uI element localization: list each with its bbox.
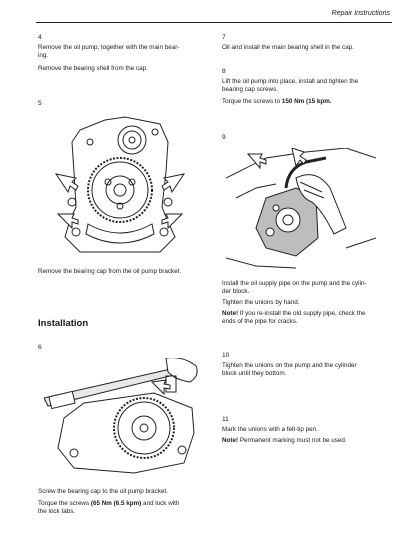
step-9-line2: der block. [222,288,250,295]
step-7-number: 7 [222,34,226,41]
step-4-line1: Remove the oil pump, together with the main bear- [38,44,180,51]
step-8-line1: Lift the oil pump into place, install and tighten the [222,78,359,85]
step-6-number: 6 [38,344,42,351]
step-11-note-text: Permanent marking must not be used. [238,437,347,444]
step-5-caption: Remove the bearing cap from the oil pump bracket. [38,268,182,275]
step-8-line2: bearing cap screws. [222,86,278,93]
step-11-note-label: Note! [222,437,239,444]
figure-6-torque-wrench [44,358,204,478]
step-5-number: 5 [38,100,42,107]
step-8-torque-pre: Torque the screws to [222,98,282,105]
step-4-number: 4 [38,34,42,41]
header-title: Repair Instructions [331,10,390,17]
step-6-torque-pre: Torque the screws [38,500,91,507]
step-9-line1: Install the oil supply pipe on the pump and the cylin- [222,280,367,287]
step-10-line1: Tighten the unions on the pump and the cylinder [222,362,357,369]
step-9-number: 9 [222,134,226,141]
figure-5-oil-pump-bracket [50,112,190,262]
step-6-caption: Screw the bearing cap to the oil pump bracket. [38,488,168,495]
step-8-torque-value: 150 Nm (15 kpm. [281,98,332,105]
header-rule [36,22,392,23]
step-10-number: 10 [222,352,230,359]
section-title-installation: Installation [38,318,89,329]
step-11-note [222,437,347,446]
step-9-note-text: If you re-install the old supply pipe, check the [238,310,366,317]
step-4-line3: Remove the bearing shell from the cap. [38,65,148,72]
step-8-number: 8 [222,68,226,75]
step-11-number: 11 [222,416,229,423]
step-6-torque-post: and lock with [141,500,180,507]
figure-9-oil-supply-pipe [226,148,376,272]
step-8-torque [222,98,332,107]
step-9-note-line2: ends of the pipe for cracks. [222,318,298,325]
step-6-torque-line2: the lock tabs. [38,508,76,515]
step-7-text: Oil and install the main bearing shell in the cap. [222,44,354,51]
step-10-line2: block until they bottom. [222,370,287,377]
step-4-line2: ing. [38,52,49,59]
step-9-line3: Tighten the unions by hand. [222,299,300,306]
step-11-line1: Mark the unions with a felt-tip pen. [222,426,318,433]
step-6-torque-value: (65 Nm (6.5 kpm) [90,500,142,507]
step-9-note-label: Note! [222,310,239,317]
